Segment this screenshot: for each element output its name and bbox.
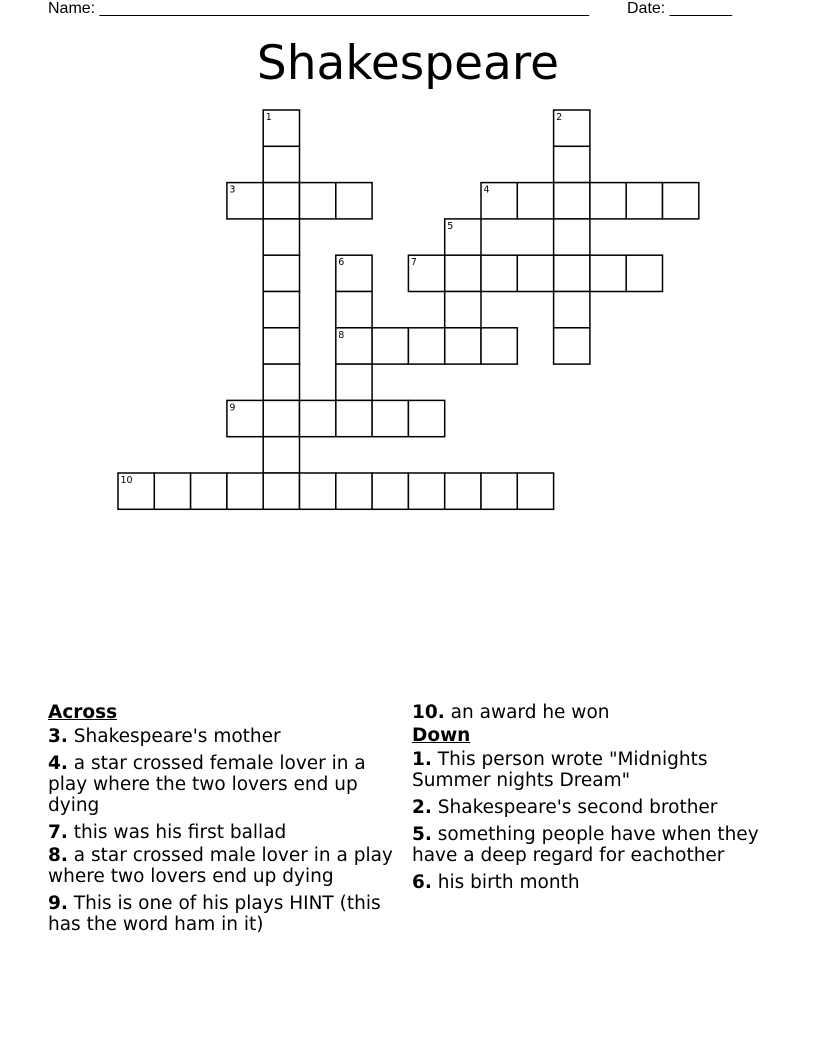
- grid-cell-r1-c12[interactable]: [554, 146, 590, 182]
- clues-right-column: [412, 702, 768, 899]
- grid-cell-r2-c11[interactable]: [517, 183, 553, 219]
- clue-across-3: 3. Shakespeare's mother: [48, 726, 281, 747]
- grid-cell-r10-c6[interactable]: [336, 473, 372, 509]
- across-heading: Across: [48, 702, 118, 723]
- grid-cell-r6-c7[interactable]: [372, 328, 408, 364]
- grid-cell-r1-c4[interactable]: [263, 146, 299, 182]
- grid-cell-r2-c3[interactable]: [227, 183, 263, 219]
- grid-cell-r10-c0[interactable]: [118, 473, 154, 509]
- grid-cell-r10-c9[interactable]: [445, 473, 481, 509]
- grid-cell-r10-c10[interactable]: [481, 473, 517, 509]
- grid-cell-r10-c4[interactable]: [263, 473, 299, 509]
- grid-cell-r2-c4[interactable]: [263, 183, 299, 219]
- clue-number-7: 7: [410, 257, 417, 269]
- clue-number-3: 3: [229, 184, 236, 196]
- grid-cell-r6-c6[interactable]: [336, 328, 372, 364]
- grid-cell-r4-c8[interactable]: [408, 255, 444, 291]
- clue-number-4: 4: [483, 184, 490, 196]
- header: [48, 0, 748, 20]
- grid-cell-r5-c12[interactable]: [554, 292, 590, 328]
- clue-across-8: 8. a star crossed male lover in a play where two lovers end up dying: [48, 845, 393, 887]
- clue-number-5: 5: [447, 220, 454, 232]
- grid-cell-r6-c9[interactable]: [445, 328, 481, 364]
- grid-cell-r8-c7[interactable]: [372, 400, 408, 436]
- clue-down-1: 1. This person wrote "Midnights Summer nights Dream": [412, 749, 708, 791]
- grid-cell-r3-c9[interactable]: [445, 219, 481, 255]
- grid-cell-r10-c7[interactable]: [372, 473, 408, 509]
- grid-cell-r0-c4[interactable]: [263, 110, 299, 146]
- grid-cell-r4-c4[interactable]: [263, 255, 299, 291]
- grid-cell-r4-c14[interactable]: [626, 255, 662, 291]
- page-title: Shakespeare: [256, 36, 560, 91]
- grid-cell-r2-c15[interactable]: [663, 183, 699, 219]
- grid-cell-r6-c4[interactable]: [263, 328, 299, 364]
- grid-cell-r2-c6[interactable]: [336, 183, 372, 219]
- grid-cell-r6-c12[interactable]: [554, 328, 590, 364]
- grid-cell-r7-c6[interactable]: [336, 364, 372, 400]
- grid-cell-r4-c6[interactable]: [336, 255, 372, 291]
- clue-down-2: 2. Shakespeare's second brother: [412, 797, 718, 818]
- date-field-label: Date: _______: [627, 0, 732, 17]
- clues-left-column: [48, 702, 404, 941]
- grid-cell-r8-c3[interactable]: [227, 400, 263, 436]
- grid-cell-r10-c8[interactable]: [408, 473, 444, 509]
- grid-cell-r2-c14[interactable]: [626, 183, 662, 219]
- grid-cell-r3-c4[interactable]: [263, 219, 299, 255]
- grid-cell-r0-c12[interactable]: [554, 110, 590, 146]
- grid-cell-r3-c12[interactable]: [554, 219, 590, 255]
- clue-number-9: 9: [229, 402, 236, 414]
- grid-cell-r8-c8[interactable]: [408, 400, 444, 436]
- grid-cell-r8-c5[interactable]: [300, 400, 336, 436]
- down-heading: Down: [412, 725, 471, 746]
- grid-cell-r4-c12[interactable]: [554, 255, 590, 291]
- grid-cell-r10-c1[interactable]: [154, 473, 190, 509]
- clue-number-1: 1: [265, 112, 272, 123]
- grid-cell-r7-c4[interactable]: [263, 364, 299, 400]
- grid-cell-r2-c12[interactable]: [554, 183, 590, 219]
- name-field-label: Name: _______________________________________________________: [48, 0, 589, 17]
- clue-number-10: 10: [120, 475, 133, 486]
- clue-across-9: 9. This is one of his plays HINT (this has the word ham in it): [48, 893, 381, 935]
- grid-cell-r2-c5[interactable]: [300, 183, 336, 219]
- clue-down-5: 5. something people have when they have a deep regard for eachother: [412, 824, 759, 866]
- grid-cell-r10-c3[interactable]: [227, 473, 263, 509]
- clue-across-4: 4. a star crossed female lover in a play where the two lovers end up dying: [48, 753, 366, 816]
- grid-cell-r10-c5[interactable]: [300, 473, 336, 509]
- grid-cell-r6-c10[interactable]: [481, 328, 517, 364]
- grid-cell-r2-c13[interactable]: [590, 183, 626, 219]
- clue-down-6: 6. his birth month: [412, 872, 580, 893]
- clue-number-8: 8: [338, 329, 345, 341]
- grid-cell-r4-c9[interactable]: [445, 255, 481, 291]
- grid-cell-r8-c4[interactable]: [263, 400, 299, 436]
- grid-cell-r5-c9[interactable]: [445, 292, 481, 328]
- grid-cell-r9-c4[interactable]: [263, 437, 299, 473]
- clue-number-6: 6: [338, 257, 345, 269]
- grid-cell-r4-c10[interactable]: [481, 255, 517, 291]
- clue-across-7: 7. this was his first ballad: [48, 822, 287, 843]
- grid-cell-r10-c11[interactable]: [517, 473, 553, 509]
- clue-number-2: 2: [556, 112, 563, 123]
- grid-cell-r4-c11[interactable]: [517, 255, 553, 291]
- grid-cell-r6-c8[interactable]: [408, 328, 444, 364]
- grid-cell-r5-c6[interactable]: [336, 292, 372, 328]
- grid-cell-r8-c6[interactable]: [336, 400, 372, 436]
- clue-across-10: 10. an award he won: [412, 702, 610, 723]
- grid-cell-r10-c2[interactable]: [191, 473, 227, 509]
- grid-cell-r4-c13[interactable]: [590, 255, 626, 291]
- grid-cell-r2-c10[interactable]: [481, 183, 517, 219]
- grid-cell-r5-c4[interactable]: [263, 292, 299, 328]
